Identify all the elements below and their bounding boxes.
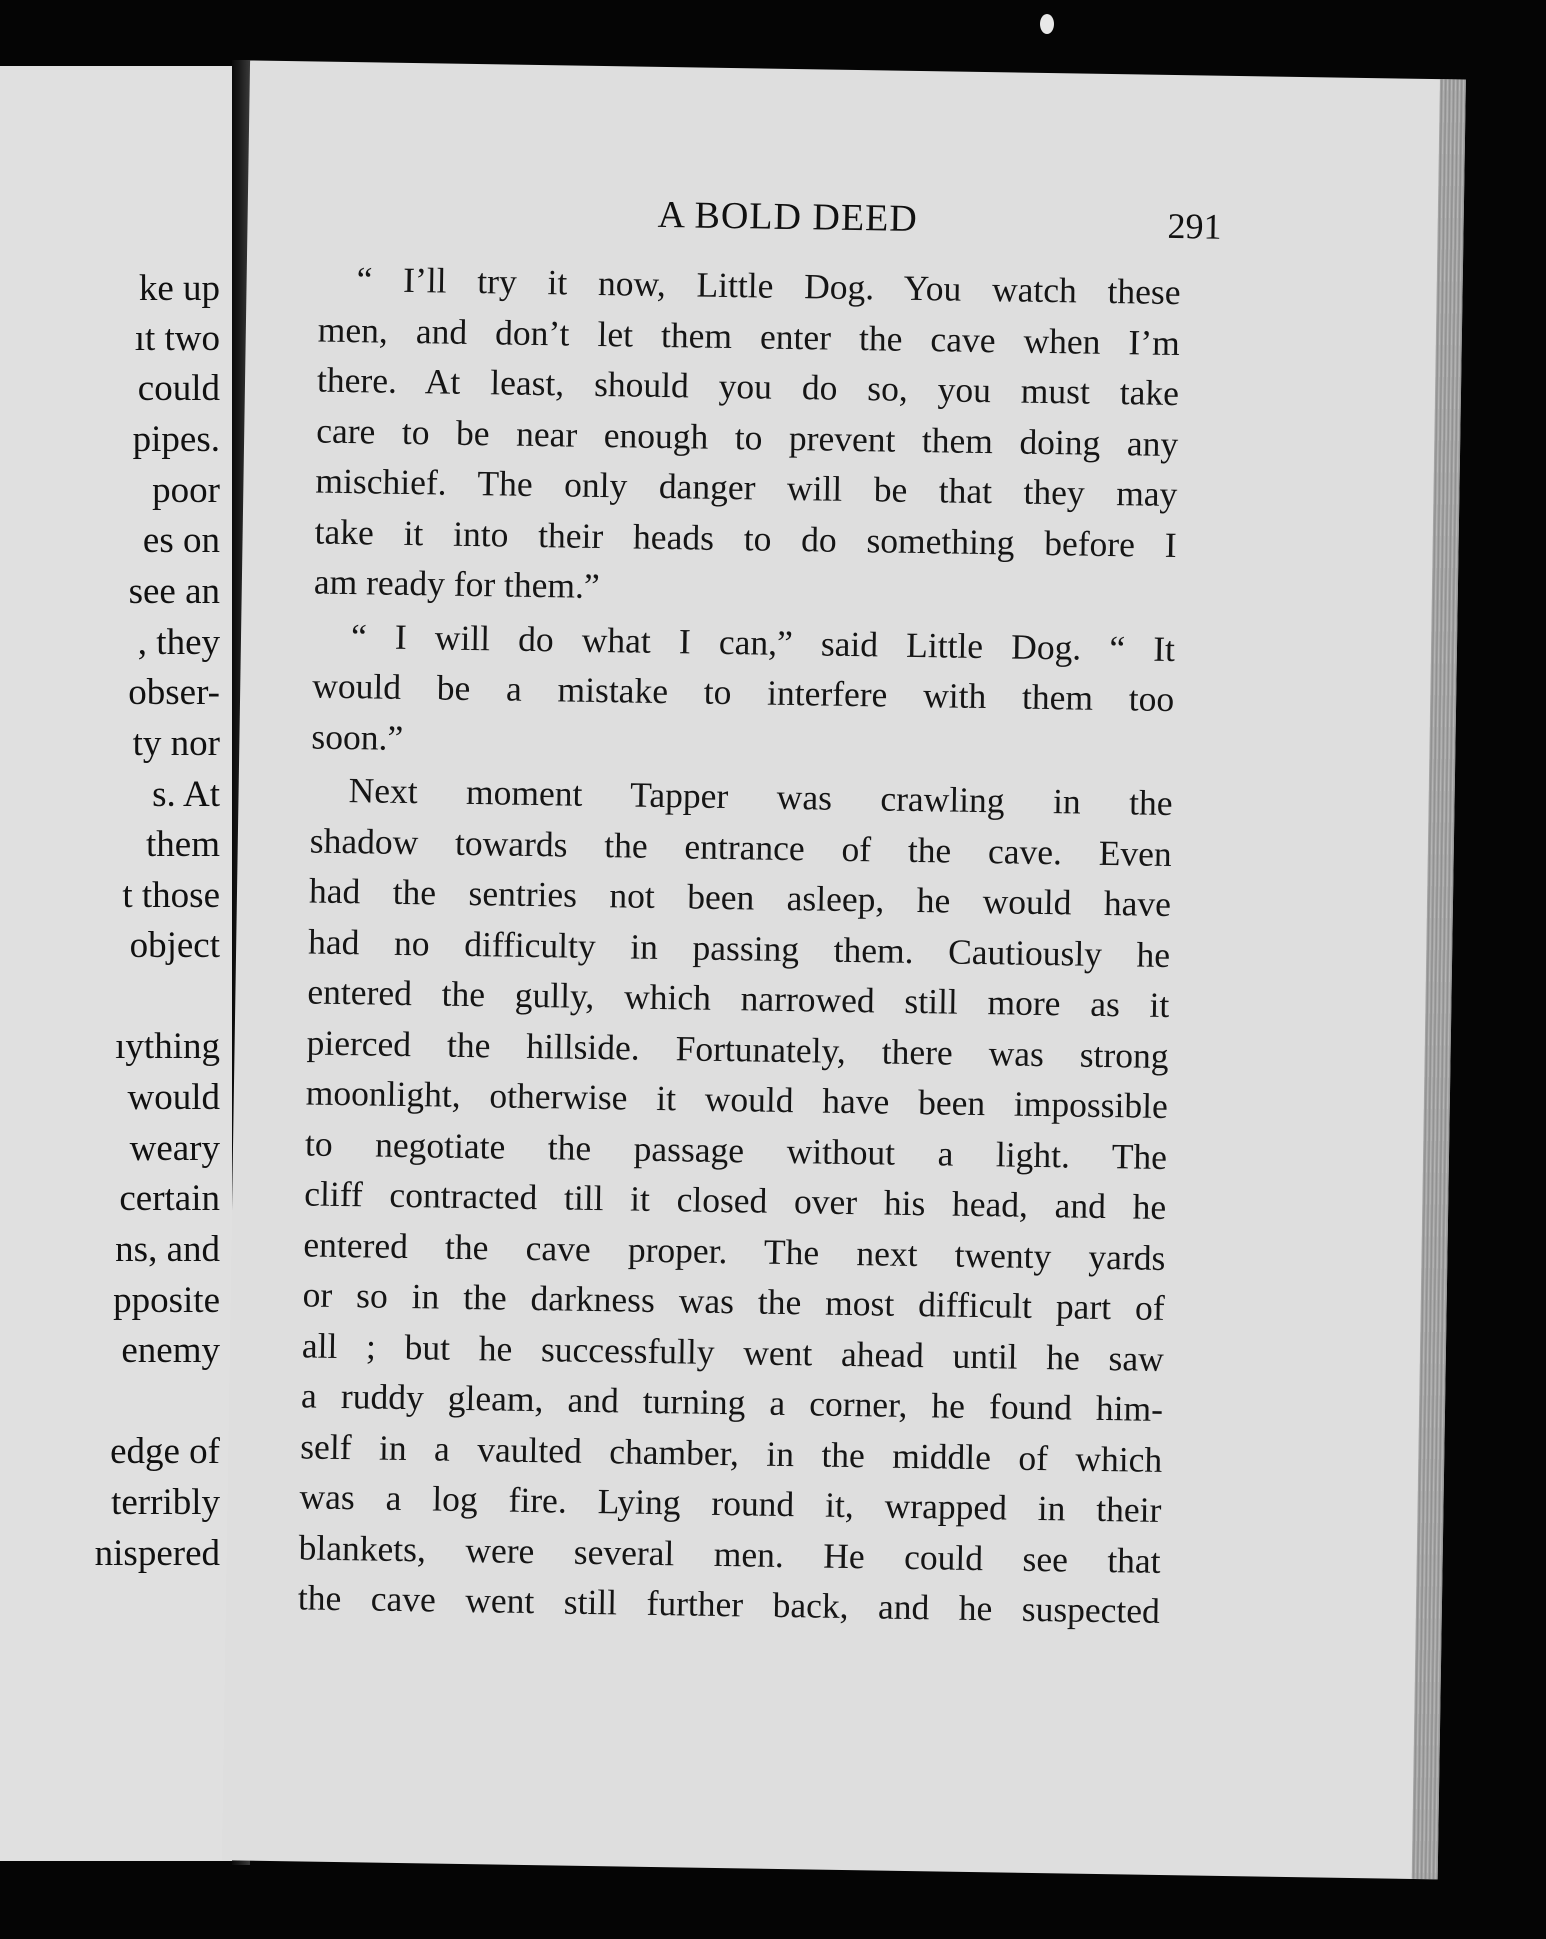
paragraph <box>298 764 1173 1636</box>
left-page-line: pposite <box>113 1280 220 1321</box>
left-page <box>0 66 232 1861</box>
left-page-line: obser- <box>128 672 220 713</box>
text-line: pierced the hillside. Fortunately, there was strong <box>306 1021 1169 1076</box>
text-line: entered the gully, which narrowed still more as it <box>307 971 1170 1026</box>
text-line: was a log fire. Lying round it, wrapped in their <box>299 1476 1162 1530</box>
text-line: mischief. The only danger will be that they may <box>315 460 1178 515</box>
left-page-line: ty nor <box>132 723 220 764</box>
paragraph <box>313 254 1180 621</box>
text-line: all ; but he successfully went ahead until he saw <box>301 1324 1165 1379</box>
text-line: men, and don’t let them enter the cave when I’m <box>317 309 1181 363</box>
left-page-line: certain <box>119 1178 220 1219</box>
left-page-line: enemy <box>121 1330 220 1371</box>
left-page-line: them <box>146 824 220 865</box>
left-page-line: would <box>127 1077 220 1118</box>
left-page-line: terribly <box>111 1482 220 1523</box>
left-page-line: see an <box>128 571 220 612</box>
left-page-line: ns, and <box>115 1229 220 1270</box>
text-line: am ready for them.” <box>313 561 601 607</box>
text-line: moonlight, otherwise it would have been impossible <box>305 1072 1169 1126</box>
text-line: shadow towards the entrance of the cave. Even <box>309 819 1173 874</box>
left-page-line: poor <box>152 470 220 511</box>
left-page-line: pipes. <box>132 419 220 460</box>
left-page-line: es on <box>142 520 220 561</box>
text-line: entered the cave proper. The next twenty yards <box>303 1223 1166 1278</box>
page-edge <box>1412 79 1466 1879</box>
text-line: a ruddy gleam, and turning a corner, he found him- <box>300 1375 1164 1429</box>
left-page-line: , they <box>137 622 220 663</box>
text-line: to negotiate the passage without a light. The <box>304 1122 1168 1177</box>
text-line: would be a mistake to interfere with them too <box>311 665 1175 720</box>
left-page-line: ke up <box>138 268 220 309</box>
left-page-line: s. At <box>152 774 220 815</box>
left-page-line: edge of <box>110 1431 220 1472</box>
text-line: “ I’ll try it now, Little Dog. You watch these <box>356 259 1181 313</box>
text-line: there. At least, should you do so, you must take <box>316 359 1180 414</box>
left-page-line: t those <box>122 875 220 916</box>
running-head-title: A BOLD DEED <box>657 193 919 240</box>
text-line: or so in the darkness was the most difficult part of <box>302 1274 1165 1328</box>
left-page-line: nispered <box>94 1533 220 1574</box>
text-line: the cave went still further back, and he suspected <box>297 1577 1161 1631</box>
text-line: had the sentries not been asleep, he would have <box>308 870 1172 925</box>
right-page <box>222 60 1466 1879</box>
left-page-line: ıt two <box>134 318 220 359</box>
body-text <box>298 254 1181 1637</box>
text-line: cliff contracted till it closed over his head, and he <box>303 1173 1167 1227</box>
paragraph <box>311 610 1175 775</box>
page-number: 291 <box>1167 205 1222 247</box>
text-line: take it into their heads to do something before I <box>314 511 1177 565</box>
running-head <box>247 186 1464 265</box>
text-line: Next moment Tapper was crawling in the <box>348 770 1173 824</box>
text-line: blankets, were several men. He could see that <box>298 1526 1161 1581</box>
left-page-line: weary <box>129 1128 220 1169</box>
text-line: soon.” <box>311 716 404 758</box>
left-page-line: could <box>137 368 220 409</box>
text-line: care to be near enough to prevent them doing any <box>315 410 1179 464</box>
left-page-line: object <box>129 925 220 966</box>
text-line: had no difficulty in passing them. Cautiously he <box>307 920 1171 975</box>
scan-artifact-dot <box>1040 14 1054 34</box>
left-page-line: ıything <box>115 1026 220 1067</box>
text-line: “ I will do what I can,” said Little Dog. “ It <box>350 615 1176 669</box>
text-line: self in a vaulted chamber, in the middle of which <box>300 1425 1163 1480</box>
